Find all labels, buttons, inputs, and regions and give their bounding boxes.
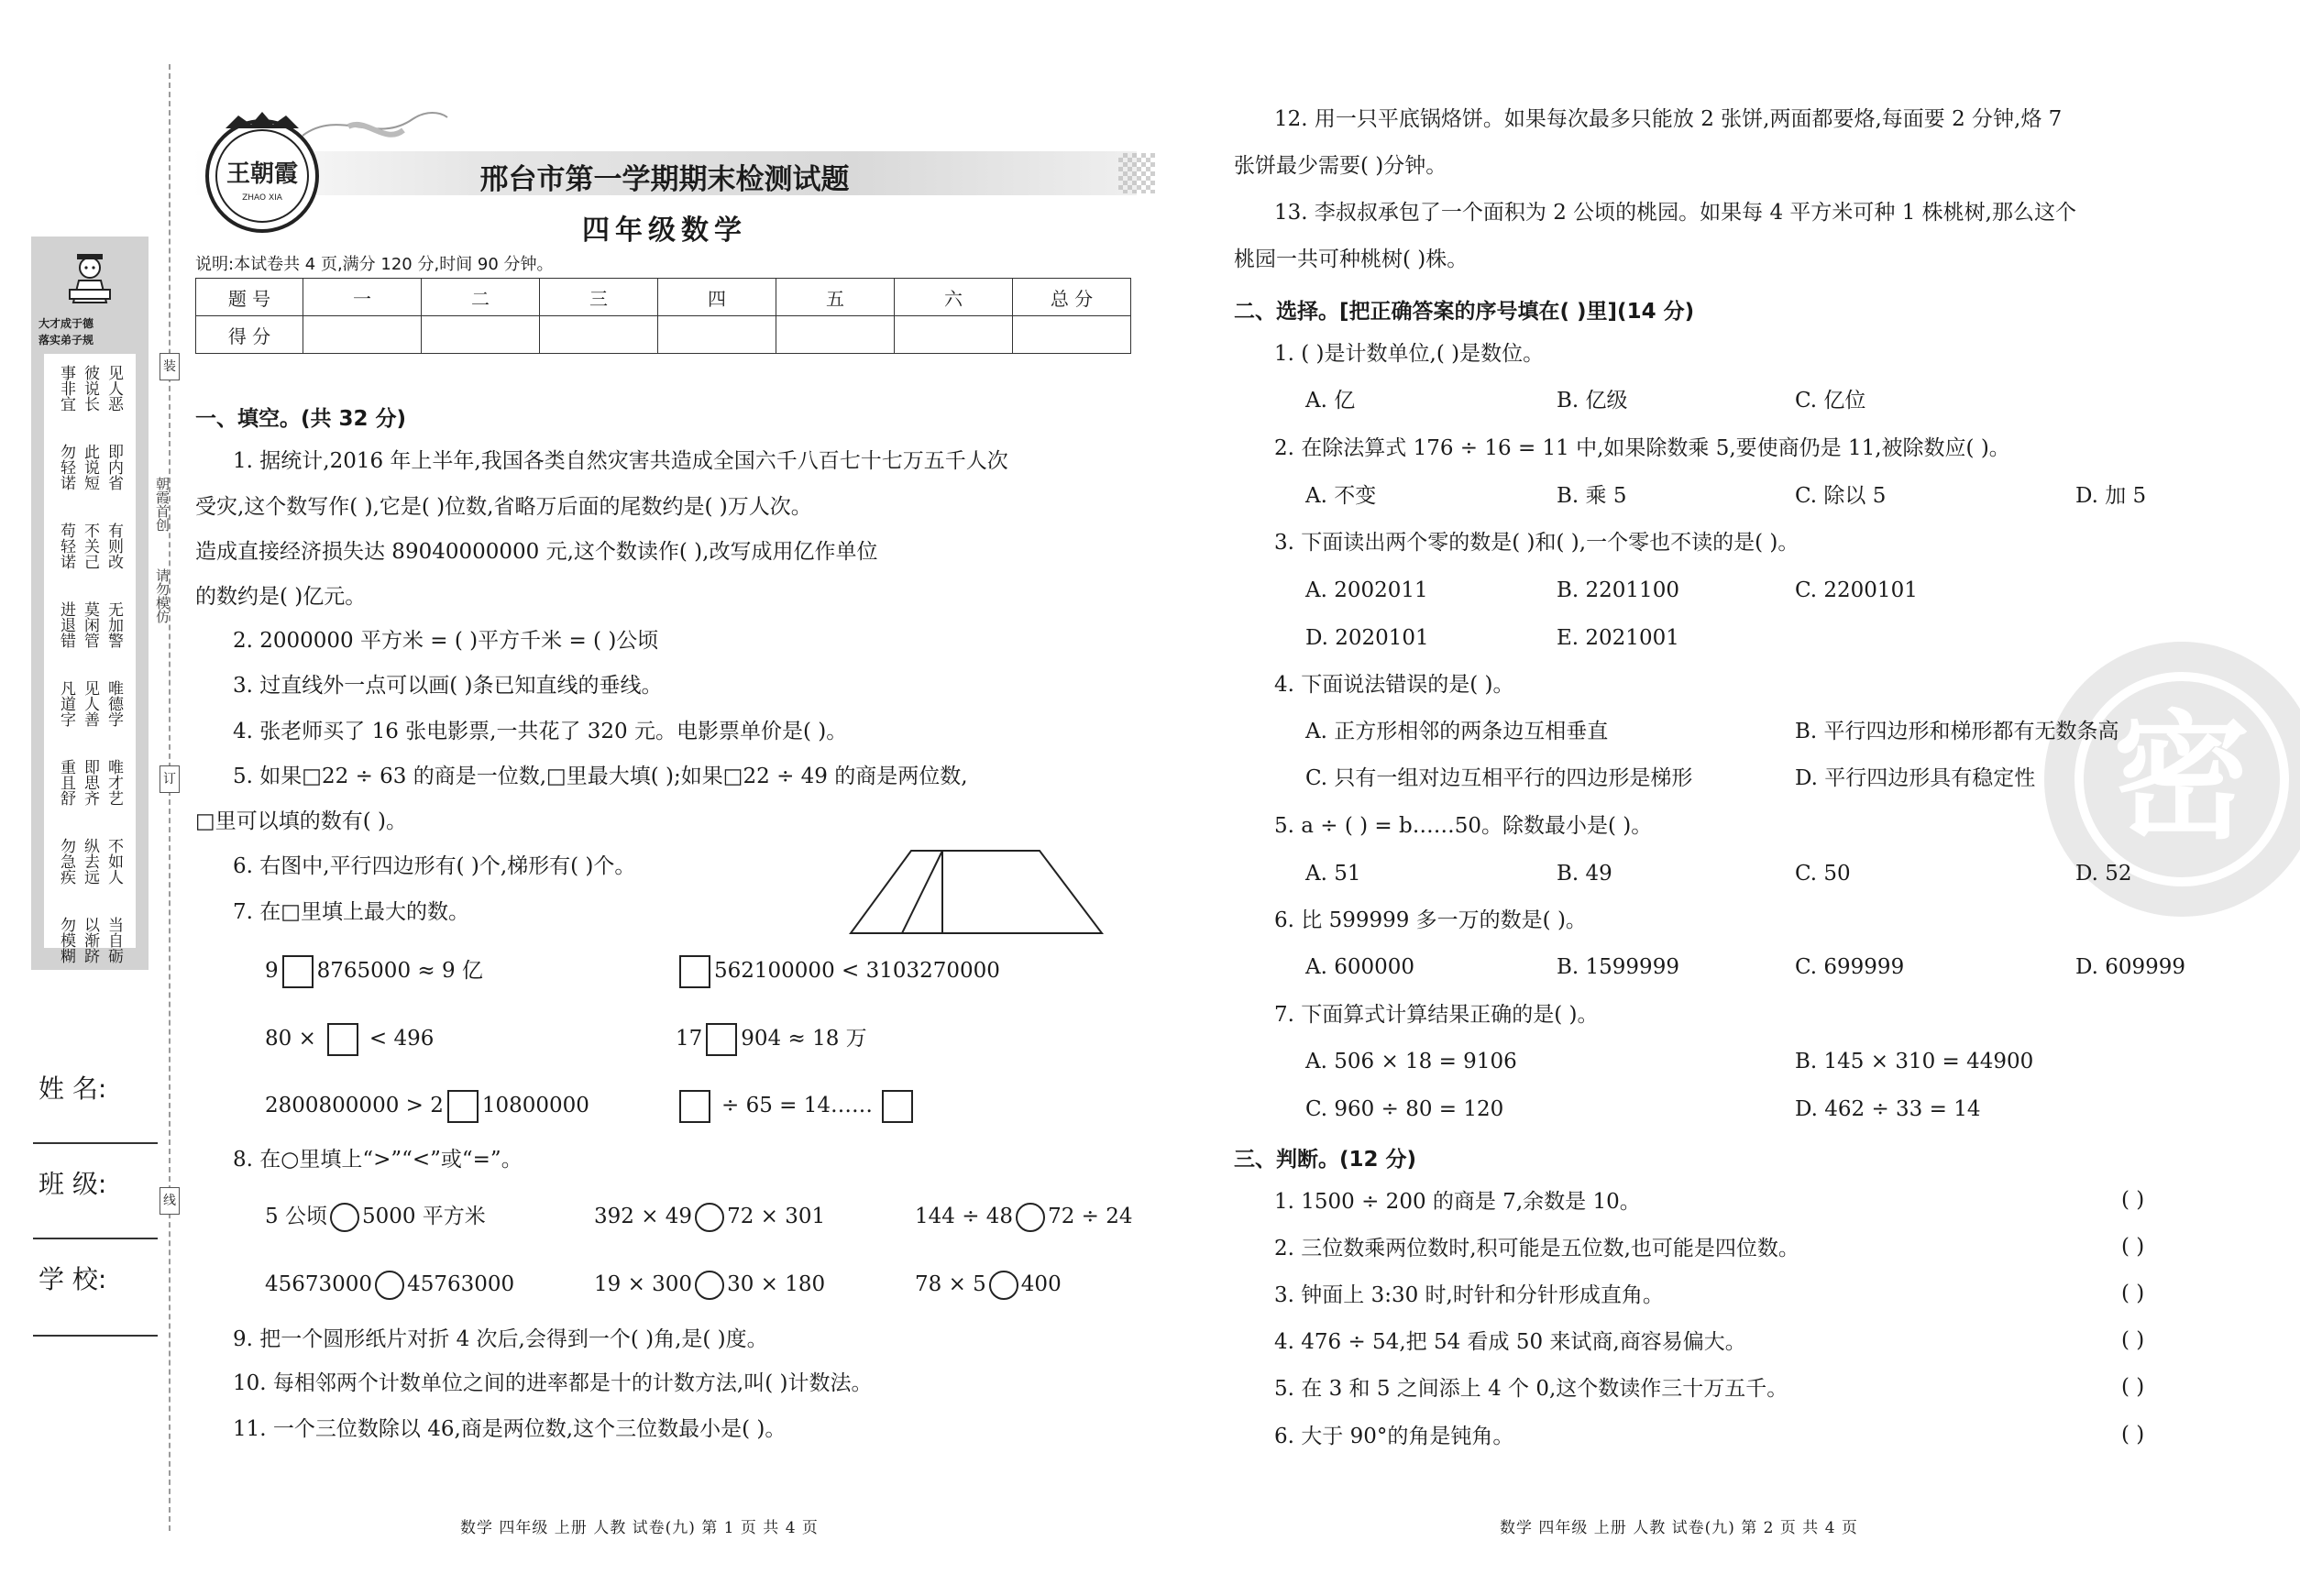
fill-box-item [265, 1090, 589, 1123]
answer-box[interactable] [679, 1090, 710, 1123]
rule-text: 以渐跻 [81, 917, 99, 963]
option-d[interactable]: D. 462 ÷ 33 = 14 [1795, 1097, 1981, 1121]
rule-text: 重且舒 [57, 759, 75, 806]
rule-text: 不关己 [81, 523, 99, 569]
option-c[interactable]: C. 亿位 [1795, 389, 1866, 413]
item-left-text: 78 × 5 [915, 1272, 986, 1296]
logo-subtext: ZHAO XIA [242, 193, 282, 203]
compare-circle[interactable] [375, 1271, 404, 1300]
option-d[interactable]: D. 52 [2075, 862, 2132, 886]
option-d[interactable]: D. 加 5 [2075, 484, 2147, 508]
judge-question: 1. 1500 ÷ 200 的商是 7,余数是 10。 [1274, 1190, 1641, 1214]
name-field-line[interactable] [33, 1142, 158, 1144]
rule-text: 有则改 [105, 523, 123, 569]
option-c[interactable]: C. 960 ÷ 80 = 120 [1305, 1097, 1504, 1121]
question-text: 1. ( )是计数单位,( )是数位。 [1274, 342, 1545, 366]
question-text: 5. a ÷ ( ) = b……50。除数最小是( )。 [1274, 814, 1653, 838]
question-text: 3. 下面读出两个零的数是( )和( ),一个零也不读的是( )。 [1274, 531, 1799, 555]
item-right-text: 904 ≈ 18 万 [741, 1027, 867, 1051]
seal-char: 订 [160, 765, 180, 793]
rule-text: 唯德学 [105, 680, 123, 727]
option-c[interactable]: C. 50 [1795, 862, 1851, 886]
rule-text: 见人善 [81, 680, 99, 727]
rule-text: 彼说长 [81, 365, 99, 412]
rule-text: 见人恶 [105, 365, 123, 412]
page-footer-left: 数学 四年级 上册 人教 试卷(九) 第 1 页 共 4 页 [460, 1519, 819, 1537]
compare-circle[interactable] [330, 1203, 359, 1232]
compare-item [594, 1271, 825, 1300]
question-text: 受灾,这个数写作( ),它是( )位数,省略万后面的尾数约是( )万人次。 [195, 495, 812, 519]
question-text: 桃园一共可种桃树( )株。 [1234, 248, 1469, 271]
seal-char: 装 [160, 353, 180, 380]
rule-text: 无加警 [105, 601, 123, 648]
item-right-text: 8765000 ≈ 9 亿 [316, 959, 483, 983]
answer-box[interactable] [882, 1090, 913, 1123]
question-text: 2. 2000000 平方米 = ( )平方千米 = ( )公顷 [233, 629, 659, 653]
name-field-label: 姓 名: [39, 1073, 107, 1104]
question-text: 张饼最少需要( )分钟。 [1234, 154, 1447, 178]
section-heading: 二、选择。[把正确答案的序号填在( )里](14 分) [1234, 300, 1695, 324]
option-a[interactable]: A. 51 [1305, 862, 1361, 886]
item-right-text: 10800000 [481, 1094, 589, 1117]
score-table-column: 四 [658, 279, 776, 316]
seal-char: 线 [160, 1187, 180, 1215]
option-b[interactable]: B. 乘 5 [1557, 484, 1627, 508]
compare-item [594, 1203, 825, 1232]
score-table [195, 278, 1131, 354]
score-cell[interactable] [303, 316, 422, 354]
judge-question: 3. 钟面上 3:30 时,时针和分针形成直角。 [1274, 1283, 1664, 1307]
confidential-stamp-icon [2026, 633, 2300, 926]
question-text: 7. 在□里填上最大的数。 [233, 900, 469, 924]
option-a[interactable]: A. 600000 [1305, 955, 1415, 979]
score-table-column: 二 [422, 279, 540, 316]
rule-text: 进退错 [57, 601, 75, 648]
class-field-line[interactable] [33, 1238, 158, 1239]
item-left-text: 392 × 49 [594, 1205, 693, 1228]
option-a[interactable]: A. 2002011 [1305, 578, 1428, 602]
rule-text: 凡道字 [57, 680, 75, 727]
binding-dashed-line [169, 64, 171, 1531]
score-table-column: 五 [776, 279, 895, 316]
option-b[interactable]: B. 2201100 [1557, 578, 1679, 602]
answer-box[interactable] [447, 1090, 479, 1123]
rule-text: 苟轻诺 [57, 523, 75, 569]
score-table-column: 总 分 [1013, 279, 1131, 316]
option-b[interactable]: B. 49 [1557, 862, 1612, 886]
rule-text: 不如人 [105, 838, 123, 885]
rule-text: 勿模糊 [57, 917, 75, 963]
judge-question: 6. 大于 90°的角是钝角。 [1274, 1425, 1514, 1448]
item-right-text: 562100000 < 3103270000 [714, 959, 1000, 983]
fill-box-item [676, 1023, 867, 1056]
rule-text: 当自砺 [105, 917, 123, 963]
school-field-label: 学 校: [39, 1264, 107, 1294]
compare-item [265, 1271, 514, 1300]
item-right-text: 72 × 301 [727, 1205, 826, 1228]
option-c[interactable]: C. 2200101 [1795, 578, 1918, 602]
rule-text: 勿急疾 [57, 838, 75, 885]
fill-box-item [265, 1023, 434, 1056]
scholar-mascot-icon [66, 249, 114, 304]
vertical-tag: 朝霞首创 [154, 477, 171, 532]
trapezoid-figure-icon [847, 845, 1106, 937]
judge-answer-paren[interactable]: ( ) [2121, 1188, 2145, 1212]
answer-box[interactable] [282, 955, 314, 988]
score-table-column: 六 [895, 279, 1013, 316]
fill-box-item [676, 1090, 917, 1123]
option-e[interactable]: E. 2021001 [1557, 626, 1679, 650]
rule-text: 莫闲管 [81, 601, 99, 648]
judge-answer-paren[interactable]: ( ) [2121, 1328, 2145, 1352]
option-c[interactable]: C. 只有一组对边互相平行的四边形是梯形 [1305, 766, 1693, 790]
motto-line-1: 大才成于德 [39, 317, 94, 330]
item-right-text: 400 [1020, 1272, 1062, 1296]
fill-box-item [265, 955, 483, 988]
item-right-text: 45763000 [407, 1272, 515, 1296]
score-table-header: 得 分 [196, 316, 303, 354]
item-left-text: 80 × [265, 1027, 316, 1051]
vertical-tag: 请勿模仿 [154, 568, 171, 623]
item-left-text: 17 [676, 1027, 703, 1051]
rule-text: 唯才艺 [105, 759, 123, 806]
rule-text: 即内省 [105, 444, 123, 490]
score-cell[interactable] [776, 316, 895, 354]
item-right-text: ÷ 65 = 14…… [721, 1094, 874, 1117]
question-text: 7. 下面算式计算结果正确的是( )。 [1274, 1003, 1599, 1027]
question-text: 2. 在除法算式 176 ÷ 16 = 11 中,如果除数乘 5,要使商仍是 11,被除数应( )。 [1274, 436, 2010, 460]
score-cell[interactable] [658, 316, 776, 354]
question-text: 6. 比 599999 多一万的数是( )。 [1274, 908, 1587, 932]
compare-item [265, 1203, 486, 1232]
score-cell[interactable] [540, 316, 658, 354]
rule-text: 勿轻诺 [57, 444, 75, 490]
class-field-label: 班 级: [39, 1169, 107, 1199]
question-text: 4. 张老师买了 16 张电影票,一共花了 320 元。电影票单价是( )。 [233, 720, 848, 743]
rule-text: 纵去远 [81, 838, 99, 885]
question-text: 3. 过直线外一点可以画( )条已知直线的垂线。 [233, 674, 663, 698]
compare-circle[interactable] [1016, 1203, 1045, 1232]
answer-box[interactable] [706, 1023, 737, 1056]
item-left-text: 45673000 [265, 1272, 373, 1296]
question-text: 11. 一个三位数除以 46,商是两位数,这个三位数最小是( )。 [233, 1417, 787, 1441]
question-text: 5. 如果□22 ÷ 63 的商是一位数,□里最大填( );如果□22 ÷ 49 的商是两位数, [233, 765, 968, 788]
rule-text: 事非宜 [57, 365, 75, 412]
judge-answer-paren[interactable]: ( ) [2121, 1423, 2145, 1447]
question-text: 6. 右图中,平行四边形有( )个,梯形有( )个。 [233, 854, 636, 878]
option-a[interactable]: A. 不变 [1305, 484, 1377, 508]
option-b[interactable]: B. 平行四边形和梯形都有无数条高 [1795, 720, 2119, 743]
question-text: 10. 每相邻两个计数单位之间的进率都是十的计数方法,叫( )计数法。 [233, 1371, 873, 1395]
item-left-text: 9 [265, 959, 279, 983]
compare-circle[interactable] [695, 1271, 724, 1300]
option-a[interactable]: A. 506 × 18 = 9106 [1305, 1050, 1517, 1073]
motto-line-2: 落实弟子规 [39, 334, 94, 347]
option-b[interactable]: B. 1599999 [1557, 955, 1679, 979]
answer-box[interactable] [679, 955, 710, 988]
rules-panel [44, 354, 136, 963]
page-subtitle: 四年级数学 [582, 215, 747, 247]
item-right-text: 5000 平方米 [361, 1205, 486, 1228]
score-table-column: 一 [303, 279, 422, 316]
score-cell[interactable] [422, 316, 540, 354]
compare-circle[interactable] [989, 1271, 1018, 1300]
score-cell[interactable] [895, 316, 1013, 354]
score-table-column: 三 [540, 279, 658, 316]
option-c[interactable]: C. 除以 5 [1795, 484, 1887, 508]
question-text: 造成直接经济损失达 89040000000 元,这个数读作( ),改写成用亿作单位 [195, 540, 878, 564]
question-text: 1. 据统计,2016 年上半年,我国各类自然灾害共造成全国六千八百七十七万五千人次 [233, 449, 1008, 473]
item-right-text: < 496 [369, 1027, 435, 1051]
judge-question: 4. 476 ÷ 54,把 54 看成 50 来试商,商容易偏大。 [1274, 1330, 1746, 1354]
page-footer-right: 数学 四年级 上册 人教 试卷(九) 第 2 页 共 4 页 [1500, 1519, 1858, 1537]
rule-text: 即思齐 [81, 759, 99, 806]
option-d[interactable]: D. 609999 [2075, 955, 2186, 979]
judge-answer-paren[interactable]: ( ) [2121, 1282, 2145, 1305]
rule-text: 此说短 [81, 444, 99, 490]
section-heading: 三、判断。(12 分) [1234, 1148, 1417, 1172]
logo-text: 王朝霞 [226, 160, 299, 188]
question-text: 13. 李叔叔承包了一个面积为 2 公顷的桃园。如果每 4 平方米可种 1 株桃树,那么这个 [1274, 201, 2076, 225]
question-text: 4. 下面说法错误的是( )。 [1274, 673, 1514, 697]
answer-box[interactable] [327, 1023, 358, 1056]
school-field-line[interactable] [33, 1335, 158, 1337]
sidebar-strip [31, 237, 149, 970]
option-a[interactable]: A. 亿 [1305, 389, 1356, 413]
option-d[interactable]: D. 2020101 [1305, 626, 1429, 650]
judge-question: 5. 在 3 和 5 之间添上 4 个 0,这个数读作三十万五千。 [1274, 1377, 1788, 1401]
exam-note: 说明:本试卷共 4 页,满分 120 分,时间 90 分钟。 [195, 255, 554, 274]
option-c[interactable]: C. 699999 [1795, 955, 1905, 979]
score-cell[interactable] [1013, 316, 1131, 354]
judge-question: 2. 三位数乘两位数时,积可能是五位数,也可能是四位数。 [1274, 1237, 1799, 1260]
question-text: 的数约是( )亿元。 [195, 585, 367, 609]
page-title: 邢台市第一学期期末检测试题 [479, 163, 850, 196]
judge-answer-paren[interactable]: ( ) [2121, 1375, 2145, 1399]
item-left-text: 19 × 300 [594, 1272, 693, 1296]
compare-circle[interactable] [695, 1203, 724, 1232]
item-right-text: 30 × 180 [727, 1272, 826, 1296]
option-b[interactable]: B. 亿级 [1557, 389, 1628, 413]
item-left-text: 5 公顷 [265, 1205, 327, 1228]
option-d[interactable]: D. 平行四边形具有稳定性 [1795, 766, 2036, 790]
question-text: 8. 在○里填上“>”“<”或“=”。 [233, 1148, 523, 1172]
question-text: □里可以填的数有( )。 [195, 809, 407, 833]
compare-item [915, 1271, 1062, 1300]
question-text: 9. 把一个圆形纸片对折 4 次后,会得到一个( )角,是( )度。 [233, 1327, 768, 1351]
section-heading: 一、填空。(共 32 分) [195, 407, 407, 431]
item-right-text: 72 ÷ 24 [1048, 1205, 1133, 1228]
item-left-text: 144 ÷ 48 [915, 1205, 1014, 1228]
fill-box-item [676, 955, 1000, 988]
option-b[interactable]: B. 145 × 310 = 44900 [1795, 1050, 2034, 1073]
compare-item [915, 1203, 1133, 1232]
watermark-char: 密 [2112, 697, 2251, 858]
question-text: 12. 用一只平底锅烙饼。如果每次最多只能放 2 张饼,两面都要烙,每面要 2 分钟,烙 7 [1274, 107, 2063, 131]
item-left-text: 2800800000 > 2 [265, 1094, 444, 1117]
score-table-header: 题 号 [196, 279, 303, 316]
option-a[interactable]: A. 正方形相邻的两条边互相垂直 [1305, 720, 1609, 743]
judge-answer-paren[interactable]: ( ) [2121, 1235, 2145, 1259]
